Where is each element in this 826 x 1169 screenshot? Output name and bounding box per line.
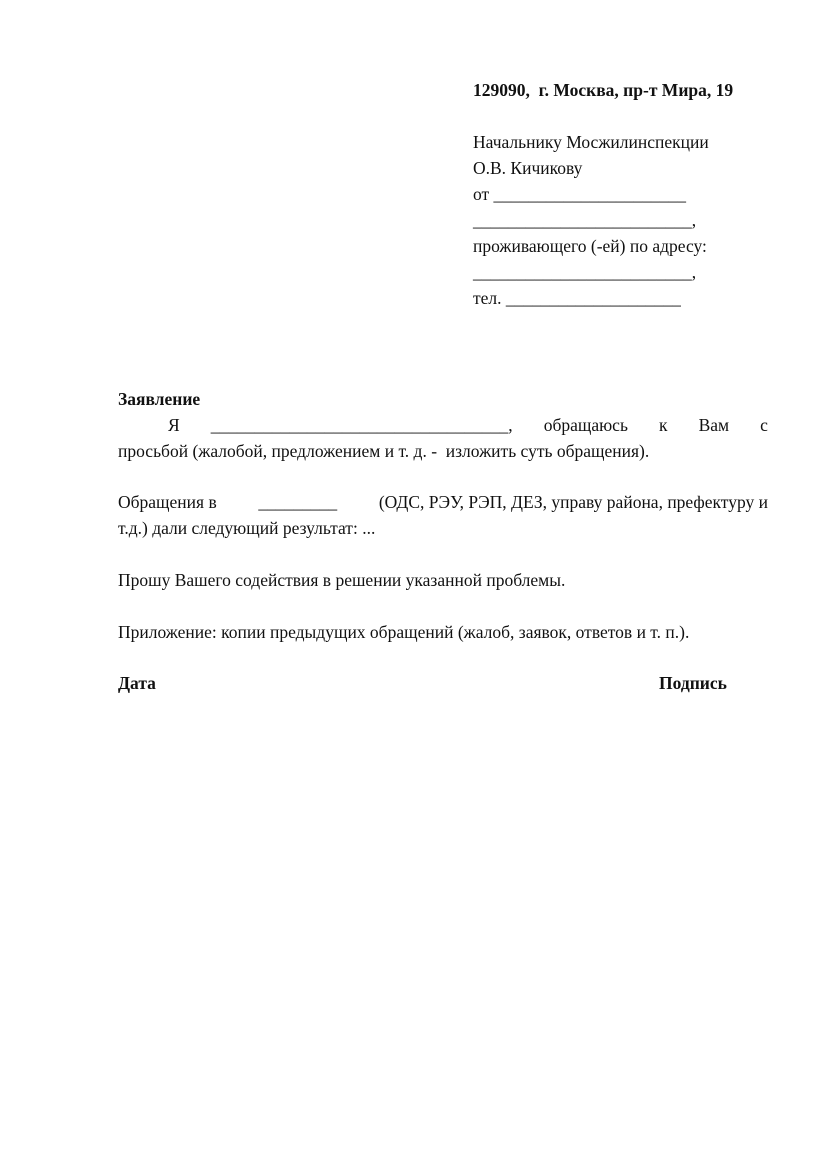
request-paragraph: Прошу Вашего содействия в решении указанной проблемы. (118, 570, 566, 590)
pronoun-word: Я (168, 415, 180, 435)
date-label: Дата (118, 673, 156, 693)
attachments-paragraph: Приложение: копии предыдущих обращений (жалоб, заявок, ответов и т. п.). (118, 622, 690, 642)
paragraph-1-word: обращаюсь (543, 415, 628, 435)
paragraph-2-line-1 (118, 492, 768, 513)
signature-label: Подпись (659, 673, 727, 693)
sender-name-continuation-field: _________________________, (473, 210, 697, 230)
document-title: Заявление (118, 389, 201, 409)
residence-address-field: _________________________, (473, 262, 697, 282)
residence-label: проживающего (-ей) по адресу: (473, 236, 707, 256)
paragraph-2-organizations: (ОДС, РЭУ, РЭП, ДЕЗ, управу района, префектуру и (378, 492, 768, 512)
paragraph-1-line-1 (118, 415, 768, 436)
paragraph-2-line-2: т.д.) дали следующий результат: ... (118, 518, 376, 538)
sender-name-field: от ______________________ (473, 184, 687, 204)
recipient-title: Начальнику Мосжилинспекции (473, 132, 709, 152)
phone-field: тел. ____________________ (473, 288, 681, 308)
paragraph-2-lead: Обращения в (118, 492, 217, 512)
paragraph-1-word: Вам (698, 415, 730, 435)
paragraph-1-word: с (760, 415, 768, 435)
organization-address: 129090, г. Москва, пр-т Мира, 19 (473, 80, 734, 100)
recipient-name: О.В. Кичикову (473, 158, 583, 178)
applicant-name-field: __________________________________, (210, 415, 513, 435)
paragraph-1-word: к (659, 415, 668, 435)
organization-blank-field: _________ (258, 492, 338, 512)
paragraph-1-line-2: просьбой (жалобой, предложением и т. д. - изложить суть обращения). (118, 441, 650, 461)
